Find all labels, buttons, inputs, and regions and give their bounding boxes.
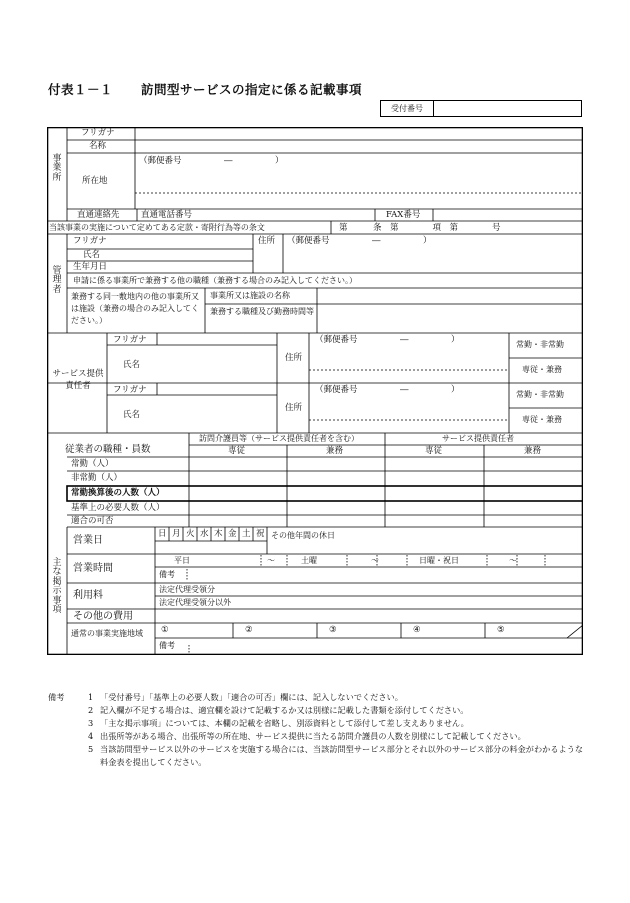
- form-heading: 訪問型サービスの指定に係る記載事項: [141, 82, 363, 97]
- note-text: 記入欄が不足する場合は、適宜欄を設けて記載するか又は別様に記載した書類を添付してください。: [100, 705, 469, 715]
- manager-facility-role-label: 兼務する職種及び勤務時間等: [210, 307, 314, 316]
- area-3: ③: [329, 625, 337, 635]
- note-text: 出張所等がある場合、出張所等の所在地、サービス提供に当たる訪問介護員の人数を別様にして記載してください。: [100, 731, 526, 741]
- fee-statutory: 法定代理受領分: [159, 585, 215, 594]
- other-holidays-label: その他年間の休日: [271, 531, 335, 540]
- business-days-label: 営業日: [73, 535, 103, 546]
- staff-header-label: 従業者の職種・員数: [65, 444, 151, 455]
- provider2-postal: （郵便番号 ― ）: [315, 385, 460, 395]
- provider2-employment-type: 常勤・非常勤: [516, 390, 564, 399]
- staff-col-provider-fulltime: 専従: [425, 446, 443, 456]
- provider1-employment-type: 常勤・非常勤: [516, 340, 564, 349]
- provider1-name-label: 氏名: [123, 360, 141, 370]
- staff-col-provider-dual: 兼務: [524, 446, 542, 456]
- staff-row-required: 基準上の必要人数（人）: [71, 503, 165, 513]
- provider2-address-label: 住所: [285, 403, 303, 413]
- day-tue: 火: [186, 529, 195, 539]
- staff-col-visiting-dual: 兼務: [326, 446, 344, 456]
- note-item: [88, 717, 588, 730]
- day-fri: 金: [228, 529, 237, 539]
- hours-weekday-tilde: ～: [267, 556, 275, 565]
- receipt-number-label: 受付番号: [381, 101, 434, 116]
- notes-list: [48, 691, 588, 769]
- area-remarks-label: 備考: [159, 641, 175, 650]
- area-2: ②: [245, 625, 253, 635]
- manager-dob-label: 生年月日: [73, 262, 108, 272]
- provider2-duty-type: 専従・兼務: [522, 415, 562, 424]
- note-number: 2: [88, 705, 94, 715]
- staff-group-visiting: 訪問介護員等（サービス提供責任者を含む）: [199, 434, 359, 443]
- staff-row-compliance: 適合の可否: [71, 516, 114, 526]
- staff-row-converted: 常勤換算後の人数（人）: [71, 488, 165, 498]
- staff-row-parttime: 非常勤（人）: [71, 473, 123, 483]
- manager-address-label: 住所: [258, 236, 276, 246]
- provider1-furigana-label: フリガナ: [113, 335, 147, 345]
- manager-facility-name-label: 事業所又は施設の名称: [210, 291, 290, 300]
- office-phone-label: 直通電話番号: [141, 210, 193, 220]
- manager-name-label: 氏名: [83, 250, 101, 260]
- note-number: 5: [88, 744, 94, 754]
- business-hours-label: 営業時間: [73, 563, 113, 574]
- note-text: 当該訪問型サービス以外のサービスを実施する場合には、当該訪問型サービス部分とそれ以外のサービス部分の料金がわかるような料金表を提出してください。: [100, 744, 584, 767]
- office-fax-label: FAX番号: [386, 210, 421, 220]
- office-address-label: 所在地: [82, 176, 108, 186]
- provider-section-label: サービス提供責任者: [52, 369, 104, 391]
- note-item: [88, 730, 588, 743]
- note-number: 1: [88, 692, 94, 702]
- other-fees-label: その他の費用: [73, 611, 133, 622]
- office-article-number: 第 条 第 項 第 号: [339, 223, 501, 233]
- hours-remarks-label: 備考: [159, 570, 175, 579]
- application-form: [47, 127, 583, 655]
- area-5: ⑤: [497, 625, 505, 635]
- office-furigana-label: フリガナ: [81, 128, 115, 138]
- office-postal: （郵便番号 ― ）: [139, 156, 284, 166]
- manager-section-label: 管理者: [52, 266, 62, 295]
- day-mon: 月: [172, 529, 181, 539]
- day-sat: 土: [242, 529, 251, 539]
- day-wed: 水: [200, 529, 209, 539]
- hours-sunday-tilde: ～: [509, 556, 517, 565]
- notes-heading: 備考: [48, 692, 65, 702]
- fee-label: 利用料: [73, 590, 103, 601]
- provider1-duty-type: 専従・兼務: [522, 365, 562, 374]
- staff-group-provider: サービス提供責任者: [442, 434, 514, 443]
- note-item: [88, 704, 588, 717]
- fee-non-statutory: 法定代理受領分以外: [159, 598, 231, 607]
- hours-sunday-holiday: 日曜・祝日: [419, 556, 459, 565]
- notes-section: [48, 691, 588, 769]
- note-number: 3: [88, 718, 94, 728]
- manager-other-facility-label: 兼務する同一敷地内の他の事業所又は施設（兼務の場合のみ記入してください。）: [71, 292, 199, 325]
- hours-saturday-tilde: ～: [371, 556, 379, 565]
- area-4: ④: [413, 625, 421, 635]
- form-number: 付表１－１: [48, 82, 114, 97]
- form-title: [48, 80, 362, 98]
- staff-col-visiting-fulltime: 専従: [228, 446, 246, 456]
- provider1-postal: （郵便番号 ― ）: [315, 335, 460, 345]
- office-name-label: 名称: [89, 141, 107, 151]
- day-holiday: 祝: [256, 529, 265, 539]
- note-number: 4: [88, 731, 94, 741]
- day-sun: 日: [158, 529, 167, 539]
- hours-saturday: 土曜: [301, 556, 317, 565]
- receipt-number-box: [380, 100, 582, 117]
- provider2-furigana-label: フリガナ: [113, 385, 147, 395]
- manager-dual-post-label: 申請に係る事業所で兼務する他の職種（兼務する場合のみ記入してください。）: [73, 276, 357, 285]
- provider1-address-label: 住所: [285, 353, 303, 363]
- office-contact-label: 直通連絡先: [77, 210, 120, 220]
- day-thu: 木: [214, 529, 223, 539]
- hours-weekday: 平日: [174, 556, 190, 565]
- office-article-label: 当該事業の実施について定めてある定款・寄附行為等の条文: [49, 223, 265, 232]
- manager-furigana-label: フリガナ: [73, 236, 107, 246]
- area-1: ①: [161, 625, 169, 635]
- office-section-label: 事業所: [52, 154, 62, 183]
- note-item: [88, 691, 588, 704]
- note-text: 「受付番号」「基準上の必要人数」「適合の可否」欄には、記入しないでください。: [100, 692, 403, 702]
- manager-postal: （郵便番号 ― ）: [287, 236, 432, 246]
- note-item: [88, 743, 588, 769]
- note-text: 「主な掲示事項」については、本欄の記載を省略し、別添資料として添付して差し支えありません。: [100, 718, 469, 728]
- provider2-name-label: 氏名: [123, 410, 141, 420]
- service-area-label: 通常の事業実施地域: [71, 629, 143, 638]
- notice-section-label: 主な掲示事項: [52, 558, 62, 616]
- staff-row-fulltime: 常勤（人）: [71, 459, 114, 469]
